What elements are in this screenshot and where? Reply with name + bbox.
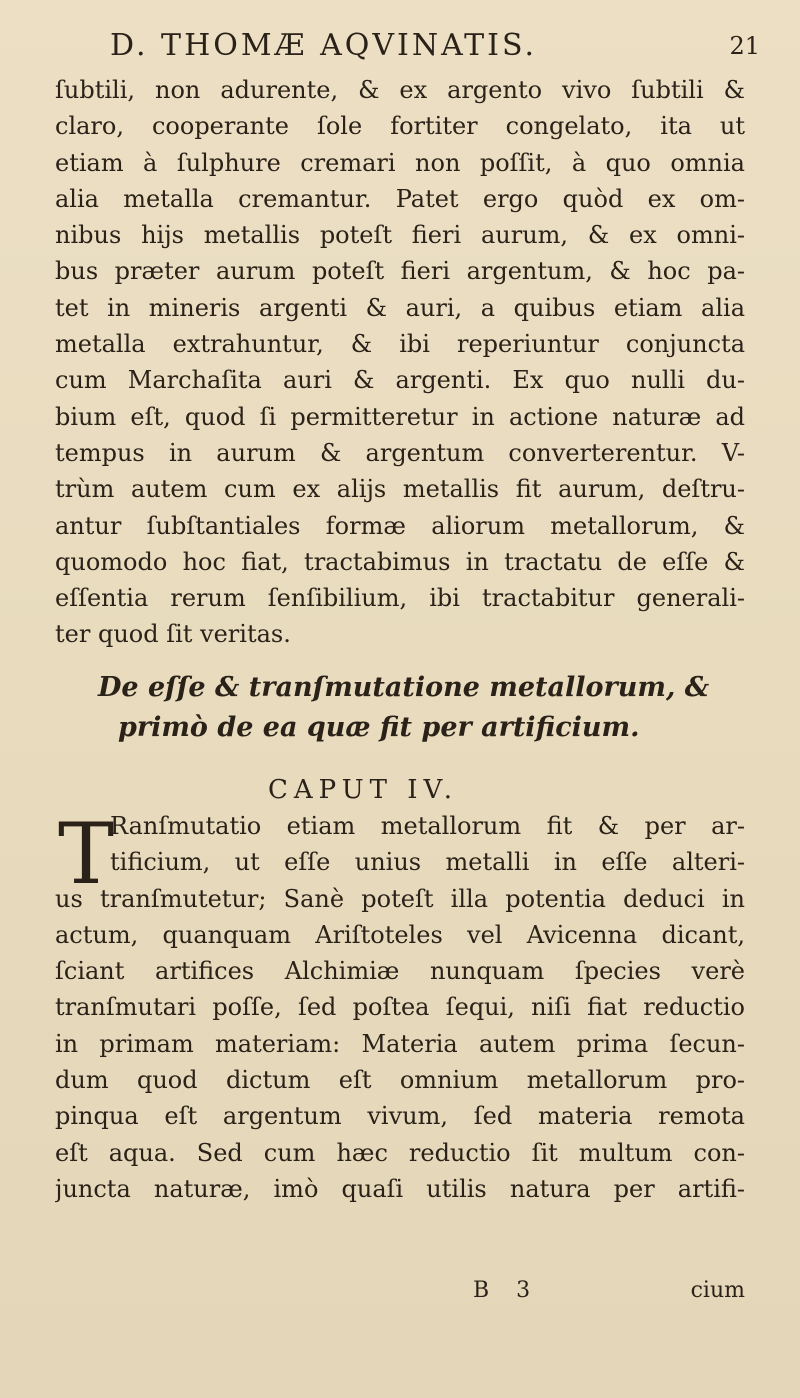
text-line: dum quod dictum eſt omnium metallorum pro- xyxy=(55,1066,745,1095)
text-line: trùm autem cum ex alijs metallis fit aurum, deſtru- xyxy=(55,475,745,504)
section-heading-line: primò de ea quæ fit per artificium. xyxy=(118,712,640,743)
page-number: 21 xyxy=(729,32,760,60)
text-line: tificium, ut eſſe unius metalli in eſſe alteri- xyxy=(110,848,745,877)
signature-mark: B 3 xyxy=(473,1278,541,1303)
paragraph-2 xyxy=(55,805,745,1207)
text-line: alia metalla cremantur. Patet ergo quòd ex om- xyxy=(55,184,745,213)
text-line: quomodo hoc fiat, tractabimus in tractatu de eſſe & xyxy=(55,547,745,576)
text-line: nibus hijs metallis poteſt fieri aurum, & ex omni- xyxy=(55,221,745,250)
text-line: antur ſubſtantiales formæ aliorum metallorum, & xyxy=(55,511,745,540)
text-line: us tranſmutetur; Sanè poteſt illa potentia deduci in xyxy=(55,884,745,913)
page-footer xyxy=(55,1278,745,1314)
text-line: Ranſmutatio etiam metallorum fit & per ar- xyxy=(110,812,745,840)
text-line: metalla extrahuntur, & ibi reperiuntur conjuncta xyxy=(55,330,745,359)
paragraph-1 xyxy=(55,72,745,653)
section-heading-line: De eſſe & tranſmutatione metallorum, & xyxy=(98,672,710,703)
section-heading xyxy=(98,668,738,748)
running-title: D. THOMÆ AQVINATIS. xyxy=(110,28,538,63)
text-line: bus præter aurum poteſt fieri argentum, & hoc pa- xyxy=(55,257,745,286)
text-line: tempus in aurum & argentum converterentur. V- xyxy=(55,438,745,467)
text-line: eſt aqua. Sed cum hæc reductio ſit multum con- xyxy=(55,1138,745,1167)
text-line: pinqua eſt argentum vivum, ſed materia remota xyxy=(55,1102,745,1131)
page-header xyxy=(110,28,760,68)
text-line: claro, cooperante ſole fortiter congelato, ita ut xyxy=(55,112,745,141)
text-line: bium eſt, quod ſi permitteretur in actione naturæ ad xyxy=(55,402,745,431)
text-line: in primam materiam: Materia autem prima ſecun- xyxy=(55,1029,745,1058)
text-line: ter quod ſit veritas. xyxy=(55,620,291,649)
chapter-heading: CAPUT IV. xyxy=(268,775,458,805)
text-line: tranſmutari poſſe, ſed poſtea ſequi, niſi fiat reductio xyxy=(55,993,745,1022)
text-line: actum, quanquam Ariſtoteles vel Avicenna dicant, xyxy=(55,920,745,949)
text-line: ſubtili, non adurente, & ex argento vivo ſubtili & xyxy=(55,76,745,104)
text-line: etiam à ſulphure cremari non poſſit, à quo omnia xyxy=(55,148,745,177)
drop-cap: T xyxy=(58,805,115,903)
text-line: tet in mineris argenti & auri, a quibus etiam alia xyxy=(55,293,745,322)
text-line: cum Marchaſita auri & argenti. Ex quo nulli du- xyxy=(55,366,745,395)
text-line: ſciant artifices Alchimiæ nunquam ſpecies verè xyxy=(55,957,745,986)
text-line: juncta naturæ, imò quaſi utilis natura per artifi- xyxy=(55,1174,745,1203)
text-line: eſſentia rerum ſenſibilium, ibi tractabitur generali- xyxy=(55,584,745,613)
catchword: cium xyxy=(690,1278,745,1303)
